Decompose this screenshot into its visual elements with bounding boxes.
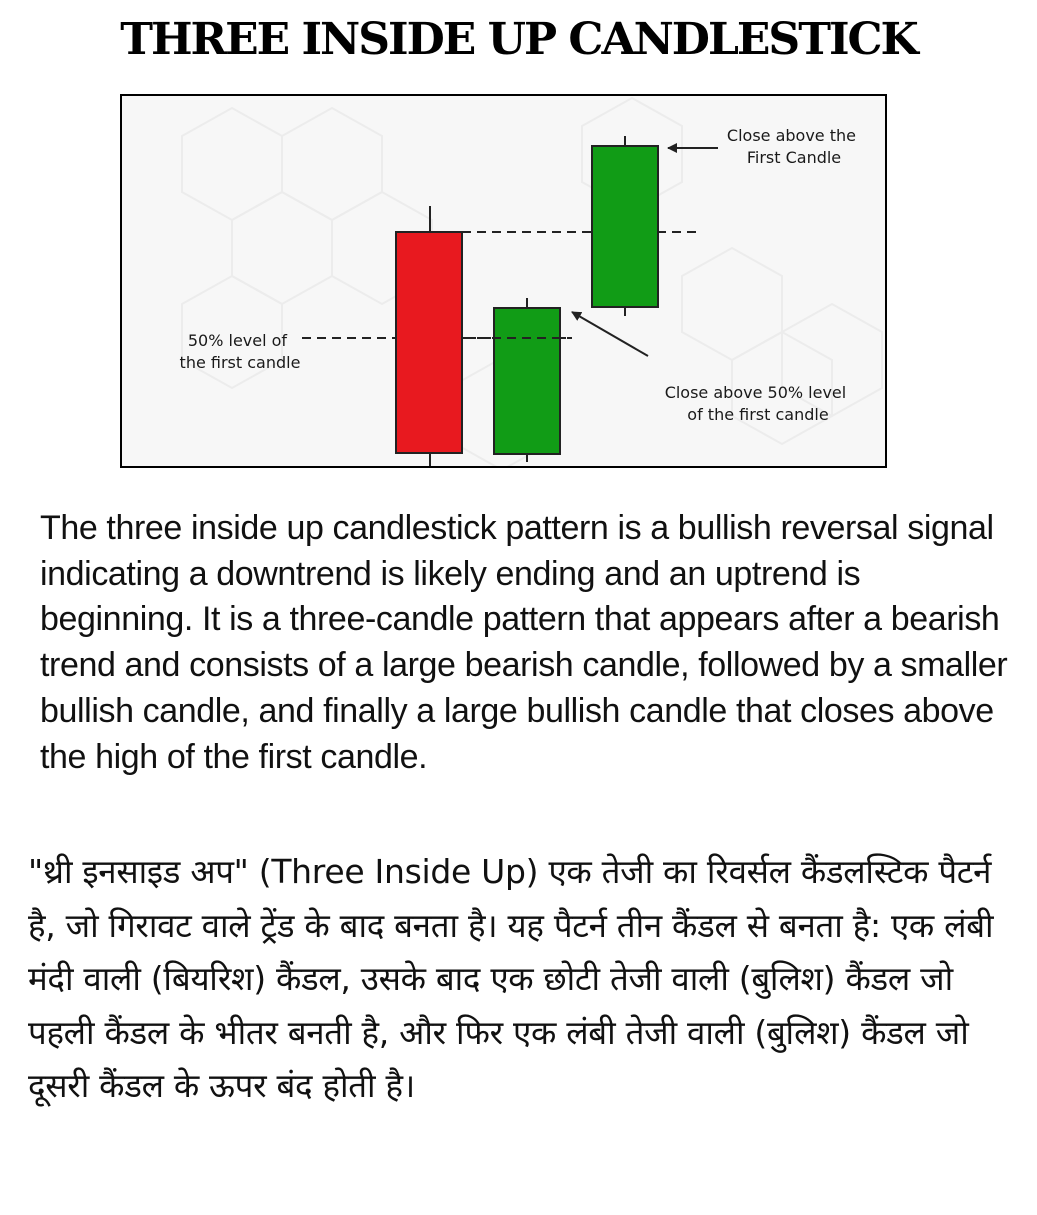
candle-third-bullish: [592, 136, 658, 316]
candlestick-diagram: [120, 94, 887, 468]
label-close-above-fifty: Close above 50% level of the first candle: [664, 383, 847, 424]
label-close-above-first: Close above the First Candle: [726, 126, 856, 167]
arrow-to-second-candle: [572, 312, 648, 356]
candle-third-body: [592, 146, 658, 307]
candle-first-bearish: [396, 206, 462, 466]
candle-second-bullish: [494, 298, 560, 462]
candle-first-body: [396, 232, 462, 453]
hindi-description: "थ्री इनसाइड अप" (Three Inside Up) एक तेजी का रिवर्सल कैंडलस्टिक पैटर्न है, जो गिरावट वाले ट्रेंड के बाद बनता है। यह पैटर्न तीन कैंडल से बनता है: एक लंबी मंदी वाली (बियरिश) कैंडल, उसके बाद एक छोटी तेजी वाली (बुलिश) कैंडल जो पहली कैंडल के भीतर बनती है, और फिर एक लंबी तेजी वाली (बुलिश) कैंडल जो दूसरी कैंडल के ऊपर बंद होती है।: [28, 852, 994, 1105]
diagram-canvas: [122, 96, 885, 466]
label-fifty-percent-level: 50% level of the first candle: [179, 331, 301, 372]
candle-second-body: [494, 308, 560, 454]
page-title: THREE INSIDE UP CANDLESTICK: [120, 14, 917, 65]
english-description: The three inside up candlestick pattern is a bullish reversal signal indicating a downtrend is likely ending and an uptrend is beginning. It is a three-candle pattern that appears after a bearish trend and consists of a large bearish candle, followed by a smaller bullish candle, and finally a large bullish candle that closes above the high of the first candle.: [40, 509, 1008, 776]
